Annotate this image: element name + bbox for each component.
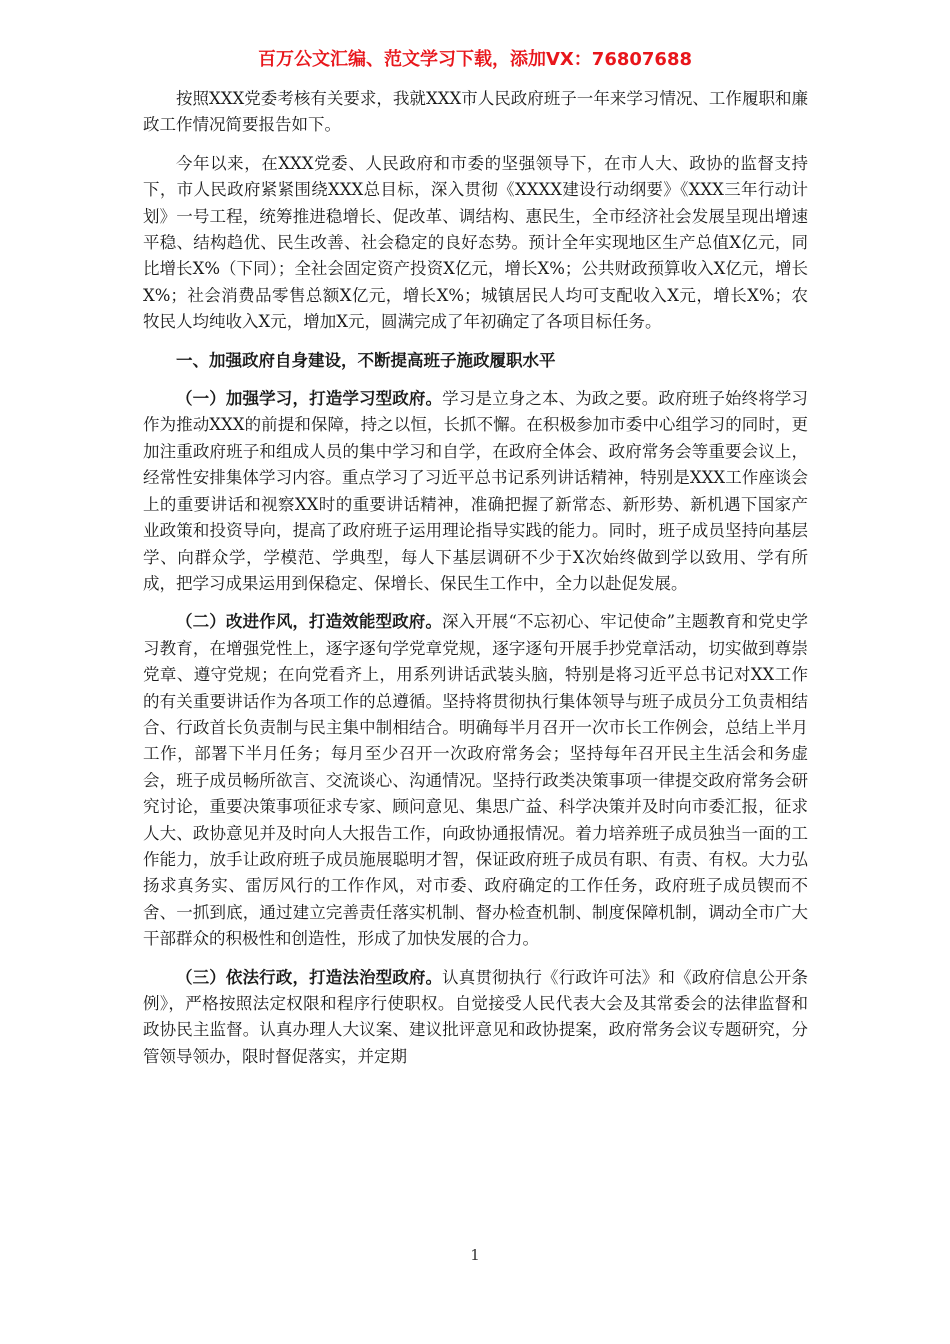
document-body <box>143 86 808 1082</box>
section-heading: 一、加强政府自身建设，不断提高班子施政履职水平 <box>176 350 556 370</box>
subsection-1-text: 学习是立身之本、为政之要。政府班子始终将学习作为推动XXX的前提和保障，持之以恒，长抓不懈。在积极参加市委中心组学习的同时，更加注重政府班子和组成人员的集中学习和自学，在政府全体会、政府常务会等重要会议上，经常性安排集体学习内容。重点学习了习近平总书记系列讲话精神，特别是XXX工作座谈会上的重要讲话和视察XX时的重要讲话精神，准确把握了新常态、新形势、新机遇下国家产业政策和投资导向，提高了政府班子运用理论指导实践的能力。同时，班子成员坚持向基层学、向群众学，学模范、学典型，每人下基层调研不少于X次始终做到学以致用、学有所成，把学习成果运用到保稳定、保增长、保民生工作中，全力以赴促发展。 <box>143 389 809 593</box>
subsection-3-paragraph <box>143 965 808 1071</box>
subsection-1-title: （一）加强学习，打造学习型政府。 <box>176 389 443 409</box>
subsection-2-paragraph <box>143 609 808 952</box>
intro-paragraph: 按照XXX党委考核有关要求，我就XXX市人民政府班子一年来学习情况、工作履职和廉政工作情况简要报告如下。 <box>143 89 808 135</box>
download-banner: 百万公文汇编、范文学习下载，添加VX：76807688 <box>257 49 692 70</box>
overview-paragraph: 今年以来，在XXX党委、人民政府和市委的坚强领导下，在市人大、政协的监督支持下，市人民政府紧紧围绕XXX总目标，深入贯彻《XXXX建设行动纲要》《XXX三年行动计划》一号工程，统筹推进稳增长、促改革、调结构、惠民生，全市经济社会发展呈现出增速平稳、结构趋优、民生改善、社会稳定的良好态势。预计全年实现地区生产总值X亿元，同比增长X%（下同）；全社会固定资产投资X亿元，增长X%；公共财政预算收入X亿元，增长X%；社会消费品零售总额X亿元，增长X%；城镇居民人均可支配收入X元，增长X%；农牧民人均纯收入X元，增加X元，圆满完成了年初确定了各项目标任务。 <box>143 153 808 332</box>
subsection-2-title: （二）改进作风，打造效能型政府。 <box>176 612 442 632</box>
subsection-3-text: 认真贯彻执行《行政许可法》和《政府信息公开条例》，严格按照法定权限和程序行使职权。自觉接受人民代表大会及其常委会的法律监督和政协民主监督。认真办理人大议案、建议批评意见和政协提案，政府常务会议专题研究，分管领导领办，限时督促落实，并定期 <box>143 967 809 1066</box>
page-number: 1 <box>470 1246 480 1264</box>
subsection-2-text: 深入开展“不忘初心、牢记使命”主题教育和党史学习教育，在增强党性上，逐字逐句学党章党规，逐字逐句开展手抄党章活动，切实做到尊崇党章、遵守党规；在向党看齐上，用系列讲话武装头脑，特别是将习近平总书记对XX工作的有关重要讲话作为各项工作的总遵循。坚持将贯彻执行集体领导与班子成员分工负责相结合、行政首长负责制与民主集中制相结合。明确每半月召开一次市长工作例会，总结上半月工作，部署下半月任务；每月至少召开一次政府常务会；坚持每年召开民主生活会和务虚会，班子成员畅所欲言、交流谈心、沟通情况。坚持行政类决策事项一律提交政府常务会研究讨论，重要决策事项征求专家、顾问意见、集思广益、科学决策并及时向市委汇报，征求人大、政协意见并及时向人大报告工作，向政协通报情况。着力培养班子成员独当一面的工作能力，放手让政府班子成员施展聪明才智，保证政府班子成员有职、有责、有权。大力弘扬求真务实、雷厉风行的工作作风，对市委、政府确定的工作任务，政府班子成员锲而不舍、一抓到底，通过建立完善责任落实机制、督办检查机制、制度保障机制，调动全市广大干部群众的积极性和创造性，形成了加快发展的合力。 <box>143 612 809 949</box>
subsection-3-title: （三）依法行政，打造法治型政府。 <box>176 967 443 987</box>
subsection-1-paragraph <box>143 386 808 597</box>
